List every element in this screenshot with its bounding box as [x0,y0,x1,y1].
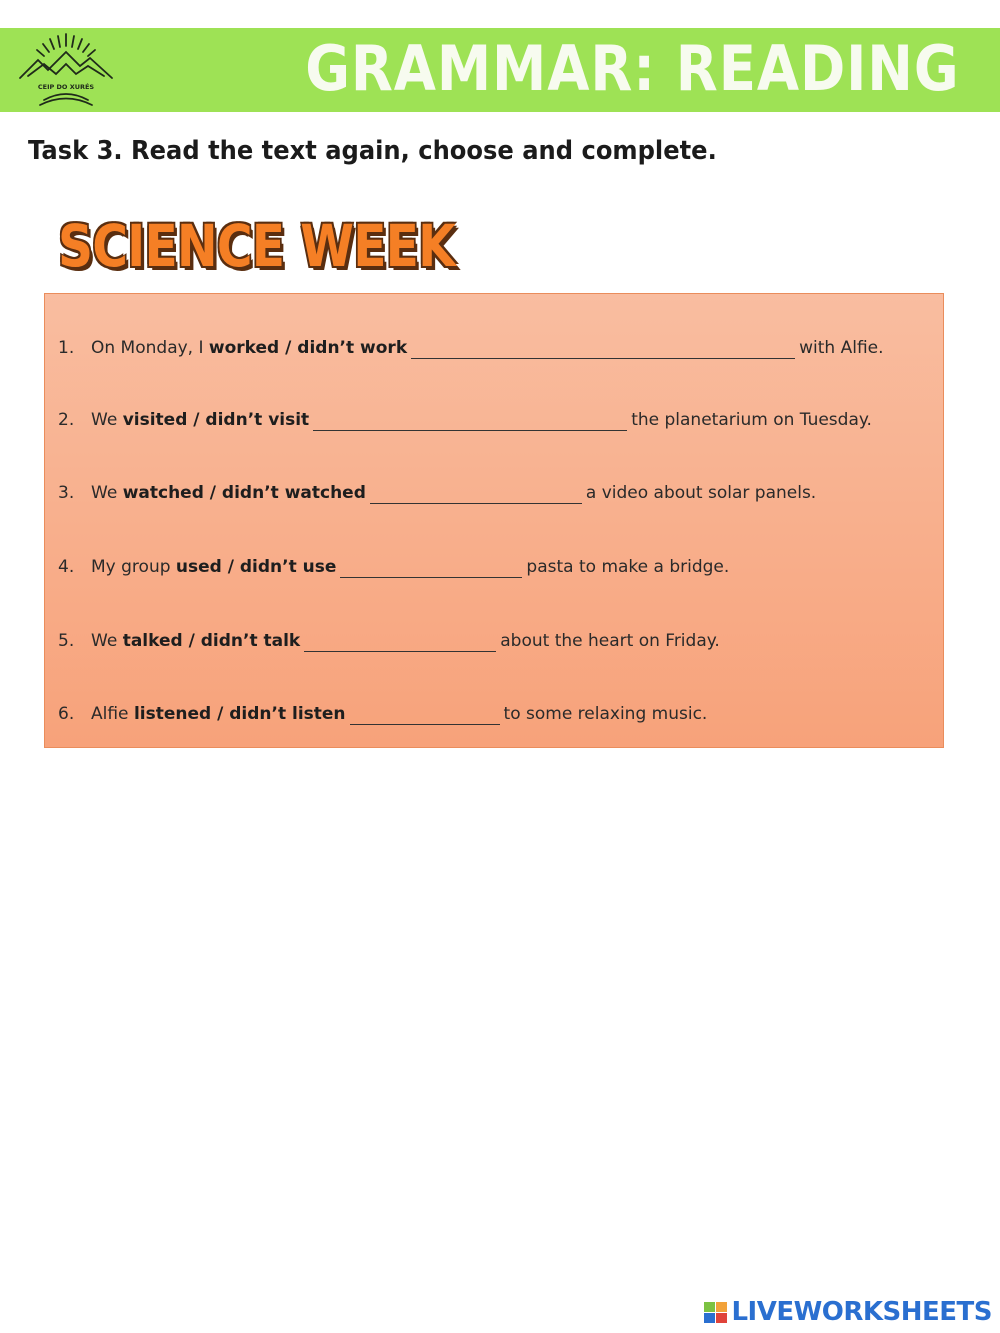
item-text-before: Alfie [91,704,134,724]
item-text-before: My group [91,557,176,577]
item-text-after: to some relaxing music. [503,704,708,724]
item-number: 6. [58,704,75,724]
watermark-text: LIVEWORKSHEETS [731,1297,992,1327]
exercise-item-1 [58,333,884,363]
choice-option-a: listened [133,704,212,724]
answer-blank[interactable] [313,410,627,431]
item-text-before: We [91,631,123,651]
answer-blank[interactable] [411,338,795,359]
item-text-after: with Alfie. [799,338,884,358]
answer-blank[interactable] [350,704,500,725]
exercise-box [44,293,944,748]
exercise-item-4 [58,552,729,582]
choice-option-b: didn’t work [297,338,408,358]
choice-option-b: didn’t listen [229,704,346,724]
choice-option-b: didn’t talk [200,631,301,651]
item-number: 1. [58,338,75,358]
liveworksheets-watermark[interactable] [703,1297,992,1327]
item-text-before: On Monday, I [91,338,209,358]
item-number: 2. [58,410,75,430]
choice-separator: / [279,338,298,358]
choice-option-a: worked [208,338,280,358]
sun-mountain-icon [14,30,118,110]
school-logo [14,30,118,110]
exercise-item-2 [58,405,872,435]
answer-blank[interactable] [370,483,582,504]
choice-separator: / [221,557,240,577]
answer-blank[interactable] [304,631,496,652]
page-title: GRAMMAR: READING [305,32,960,105]
choice-option-a: used [175,557,222,577]
item-text-after: a video about solar panels. [585,483,817,503]
section-title: SCIENCE WEEK [58,212,456,280]
answer-blank[interactable] [340,557,522,578]
choice-option-b: didn’t use [239,557,337,577]
item-text-before: We [91,483,123,503]
item-number: 3. [58,483,75,503]
item-number: 5. [58,631,75,651]
school-name: CEIP DO XURÉS [37,83,95,91]
choice-option-a: watched [122,483,204,503]
item-text-after: the planetarium on Tuesday. [631,410,872,430]
choice-separator: / [187,410,206,430]
choice-separator: / [211,704,230,724]
exercise-item-6 [58,699,707,729]
exercise-item-3 [58,478,816,508]
exercise-item-5 [58,626,720,656]
item-number: 4. [58,557,75,577]
choice-option-a: visited [122,410,188,430]
choice-option-b: didn’t watched [221,483,366,503]
choice-option-a: talked [122,631,183,651]
item-text-after: about the heart on Friday. [500,631,720,651]
choice-separator: / [203,483,222,503]
item-text-before: We [91,410,123,430]
liveworksheets-logo-icon [703,1301,729,1325]
item-text-after: pasta to make a bridge. [526,557,730,577]
choice-separator: / [182,631,201,651]
choice-option-b: didn’t visit [205,410,310,430]
task-heading: Task 3. Read the text again, choose and complete. [28,136,717,166]
